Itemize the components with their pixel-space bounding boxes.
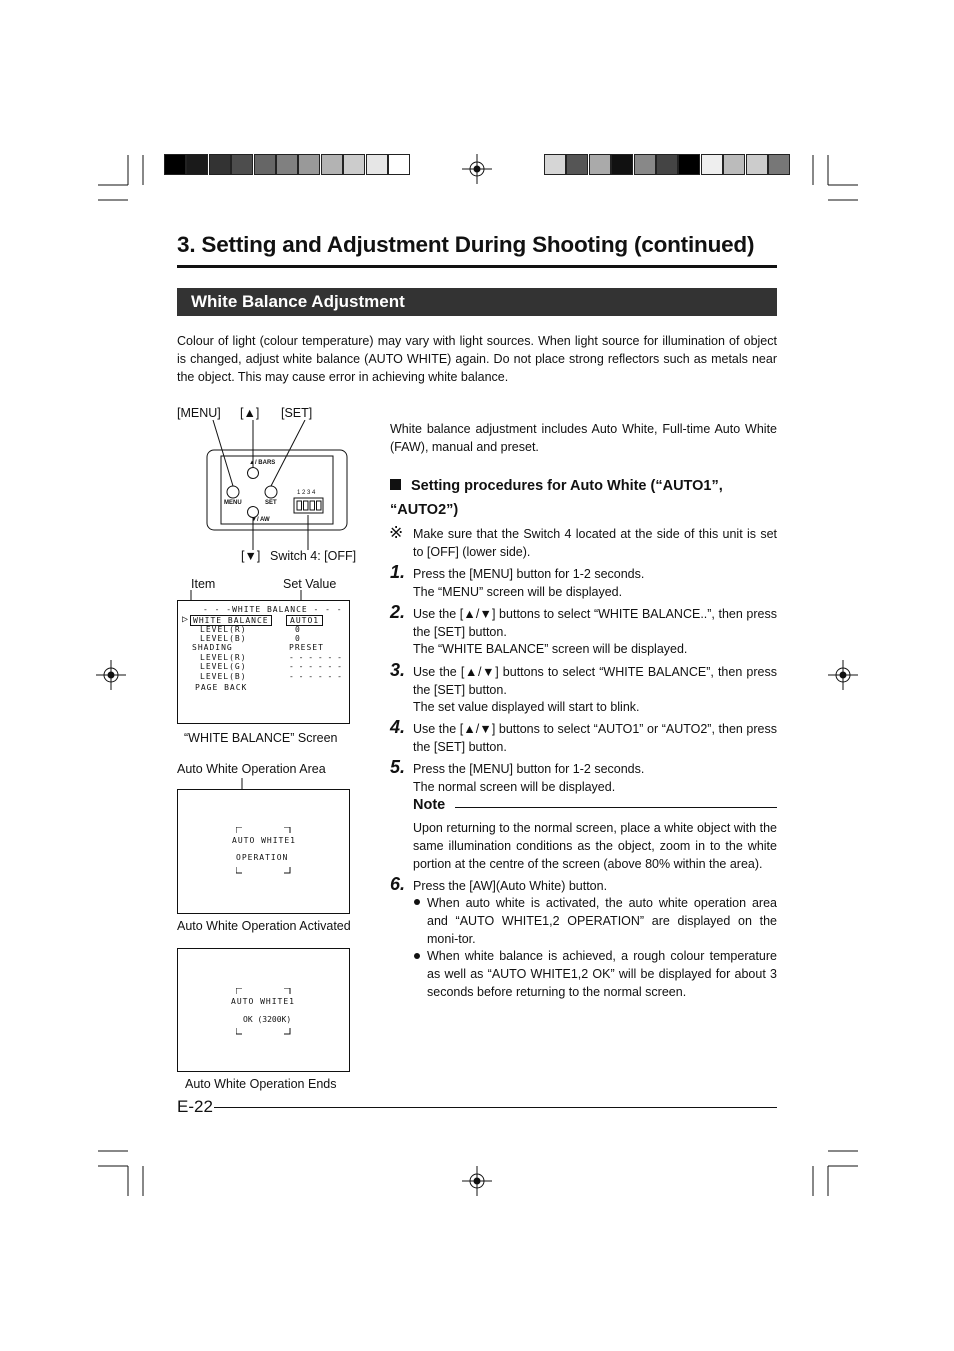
procedure-subheading <box>390 474 777 522</box>
wb-row-value: 0 <box>295 625 301 634</box>
wb-screen-caption: “WHITE BALANCE” Screen <box>184 731 338 745</box>
wb-row-value: - - - - - - <box>289 662 342 671</box>
wb-row-value: - - - - - - <box>289 672 342 681</box>
color-swatch <box>611 154 633 175</box>
set-callout: [SET] <box>281 406 313 420</box>
note-rule <box>455 807 777 808</box>
step-number: 1. <box>390 562 406 582</box>
color-swatch <box>186 154 208 175</box>
note-title: Note <box>413 797 446 813</box>
color-swatch <box>634 154 656 175</box>
note-body: Upon returning to the normal screen, place a white object with the same illumination conditions as the object, zoom in to the white portion at the centre of the screen (above 80% within the area). <box>413 821 777 871</box>
step-number: 4. <box>390 717 406 737</box>
menu-callout: [MENU] <box>177 406 221 420</box>
right-intro: White balance adjustment includes Auto White, Full-time Auto White (FAW), manual and preset. <box>390 422 777 454</box>
color-swatch <box>566 154 588 175</box>
bullet-2: When white balance is achieved, a rough colour temperature as well as “AUTO WHITE1,2 OK” will be displayed for about 3 seconds before returning to the normal screen. <box>427 949 777 999</box>
operation-area-brackets <box>236 827 292 875</box>
section-title: White Balance Adjustment <box>177 288 777 316</box>
wb-row-item: LEVEL(R) <box>200 625 247 634</box>
wb-row-item: SHADING <box>192 643 233 652</box>
subheading-text: Setting procedures for Auto White (“AUTO1”, “AUTO2”) <box>390 478 723 518</box>
color-swatch <box>343 154 365 175</box>
color-swatch <box>544 154 566 175</box>
switch-numbers: 1 2 3 4 <box>297 490 316 496</box>
wb-row-value-selected: AUTO1 <box>286 615 323 626</box>
step-number: 2. <box>390 602 406 622</box>
color-swatch <box>678 154 700 175</box>
color-swatch <box>701 154 723 175</box>
pre-note: Make sure that the Switch 4 located at the side of this unit is set to [OFF] (lower side). <box>413 527 777 559</box>
step-2-text: Use the [▲/▼] buttons to select “WHITE BALANCE..”, then press the [SET] button. <box>413 607 777 639</box>
color-swatch <box>656 154 678 175</box>
registration-target-top <box>462 154 492 184</box>
color-swatch <box>768 154 790 175</box>
color-swatch <box>746 154 768 175</box>
registration-target-right <box>828 660 858 690</box>
end-screen-caption: Auto White Operation Ends <box>185 1077 337 1091</box>
chapter-heading: 3. Setting and Adjustment During Shooting (continued) <box>177 232 755 257</box>
color-swatch <box>164 154 186 175</box>
wb-row-value: PRESET <box>289 643 324 652</box>
step-5-sub: The normal screen will be displayed. <box>413 780 616 794</box>
bullet-icon <box>414 899 420 905</box>
white-balance-screen <box>177 600 350 724</box>
step-number: 3. <box>390 660 406 680</box>
step-3-text: Use the [▲/▼] buttons to select “WHITE BALANCE”, then press the [SET] button. <box>413 665 777 697</box>
color-swatch <box>276 154 298 175</box>
ok-screen <box>177 948 350 1072</box>
color-swatch <box>321 154 343 175</box>
step-3-sub: The set value displayed will start to blink. <box>413 700 640 714</box>
page-number: E-22 <box>177 1097 213 1116</box>
down-callout: [▼] <box>241 549 261 563</box>
intro-paragraph: Colour of light (colour temperature) may vary with light sources. When light source for illumination of object is changed, adjust white balance (AUTO WHITE) again. Do not place strong reflectors such as metals near the object. This may cause error in achieving white balance. <box>177 334 777 384</box>
bullet-1: When auto white is activated, the auto white operation area and “AUTO WHITE1,2 OPERATION” are displayed on the moni-tor. <box>427 896 777 946</box>
op-screen-caption: Auto White Operation Activated <box>177 919 351 933</box>
color-swatch <box>723 154 745 175</box>
item-label: Item <box>191 577 216 591</box>
step-1-sub: The “MENU” screen will be displayed. <box>413 585 623 599</box>
color-swatch <box>209 154 231 175</box>
down-aw-button <box>248 507 259 518</box>
ok-area-brackets <box>236 988 292 1036</box>
step-number: 5. <box>390 757 406 777</box>
set-button <box>265 486 277 498</box>
wb-row-item: LEVEL(B) <box>200 672 247 681</box>
menu-label: MENU <box>224 500 242 506</box>
step-1-text: Press the [MENU] button for 1-2 seconds. <box>413 567 645 581</box>
control-panel-diagram <box>177 420 367 550</box>
up-bars-button <box>248 468 259 479</box>
bars-label: ▲/ BARS <box>249 460 276 466</box>
color-swatch <box>589 154 611 175</box>
step-4-text: Use the [▲/▼] buttons to select “AUTO1” or “AUTO2”, then press the [SET] button. <box>413 722 777 754</box>
area-label: Auto White Operation Area <box>177 762 326 776</box>
wb-row-item-selected: WHITE BALANCE <box>190 615 272 626</box>
up-callout: [▲] <box>240 406 260 420</box>
color-swatch <box>231 154 253 175</box>
ok-line1: AUTO WHITE1 <box>231 997 295 1006</box>
wb-row-value: 0 <box>295 634 301 643</box>
registration-target-bottom <box>462 1166 492 1196</box>
wb-row-item: LEVEL(B) <box>200 634 247 643</box>
op-line2: OPERATION <box>236 853 289 862</box>
step-5-text: Press the [MENU] button for 1-2 seconds. <box>413 762 645 776</box>
step-6-text: Press the [AW](Auto White) button. <box>413 879 608 893</box>
bullet-icon <box>414 953 420 959</box>
footer-rule <box>214 1107 777 1108</box>
op-line1: AUTO WHITE1 <box>232 836 296 845</box>
aw-label: ▼/ AW <box>251 517 270 523</box>
wb-row-value: - - - - - - <box>289 653 342 662</box>
wb-title: - - -WHITE BALANCE - - - <box>203 605 343 614</box>
operation-screen <box>177 789 350 914</box>
menu-button <box>227 486 239 498</box>
step-2-sub: The “WHITE BALANCE” screen will be displayed. <box>413 642 688 656</box>
wb-row-item: LEVEL(R) <box>200 653 247 662</box>
registration-target-left <box>96 660 126 690</box>
ok-line2: OK (3200K) <box>243 1015 292 1024</box>
square-bullet-icon <box>390 479 401 490</box>
step-number: 6. <box>390 874 406 894</box>
color-swatch <box>298 154 320 175</box>
reference-mark-icon: ※ <box>389 523 404 542</box>
color-swatch <box>254 154 276 175</box>
switch-callout: Switch 4: [OFF] <box>270 549 357 563</box>
color-swatch <box>388 154 410 175</box>
color-swatch <box>366 154 388 175</box>
heading-rule <box>177 265 777 268</box>
cursor-icon: ▷ <box>182 614 189 625</box>
set-value-label: Set Value <box>283 577 337 591</box>
wb-row-item: PAGE BACK <box>195 683 248 692</box>
wb-row-item: LEVEL(G) <box>200 662 247 671</box>
set-label: SET <box>265 500 277 506</box>
